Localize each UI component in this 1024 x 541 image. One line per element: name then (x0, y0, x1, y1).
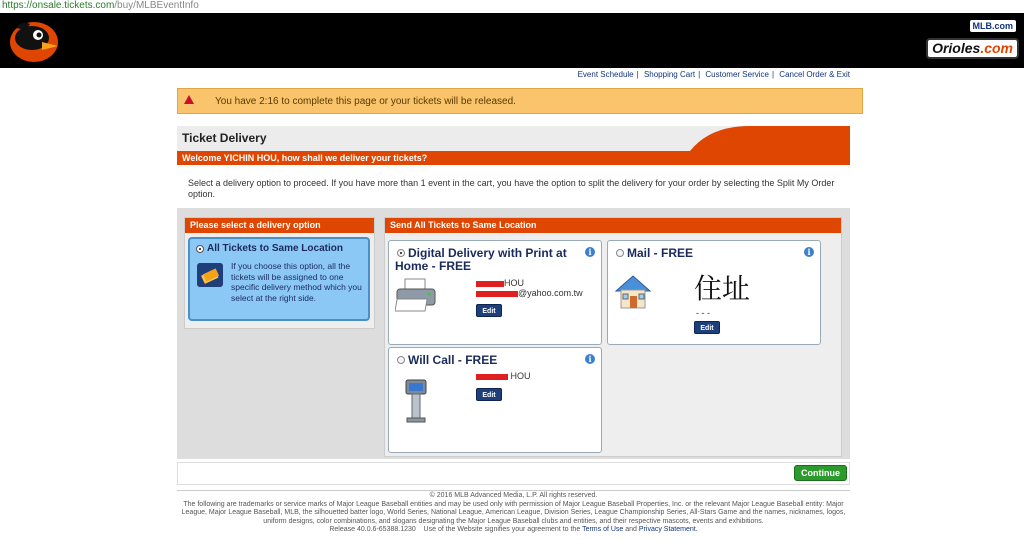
mail-title: Mail - FREE (627, 246, 694, 260)
nav-shopping-cart[interactable]: Shopping Cart (643, 70, 696, 79)
warning-icon (184, 95, 194, 104)
digital-delivery-title: Digital Delivery with Print at Home - FREE (395, 246, 567, 273)
info-icon[interactable]: i (804, 247, 814, 257)
timer-text: You have 2:16 to complete this page or your tickets will be released. (215, 96, 516, 107)
timer-warning (177, 88, 863, 114)
ticket-delivery-panel (177, 126, 850, 459)
orioles-bird-logo[interactable] (8, 18, 60, 64)
digital-name-line (476, 278, 524, 288)
will-call-card[interactable] (388, 347, 602, 453)
digital-email-line (476, 288, 583, 298)
info-icon[interactable]: i (585, 354, 595, 364)
delivery-option-column (184, 217, 375, 329)
same-location-title: All Tickets to Same Location (207, 243, 343, 254)
redaction-mark (476, 291, 518, 297)
top-nav: Event Schedule | Shopping Cart | Customer Service | Cancel Order & Exit (577, 70, 850, 79)
orioles-com-logo[interactable] (926, 38, 1019, 59)
house-icon (613, 273, 653, 311)
will-call-edit-button[interactable]: Edit (476, 388, 502, 401)
privacy-statement-link[interactable]: Privacy Statement. (638, 526, 698, 533)
footer-release: Release 40.0.6-65388.1230 (329, 526, 416, 533)
site-header (0, 13, 1024, 68)
kiosk-icon (401, 378, 431, 424)
mail-edit-button[interactable]: Edit (694, 321, 720, 334)
mail-dashes: - - - (696, 308, 710, 318)
mlb-logo[interactable]: MLB.com (970, 20, 1017, 32)
digital-edit-button[interactable]: Edit (476, 304, 502, 317)
redaction-mark (476, 281, 504, 287)
delivery-method-header: Send All Tickets to Same Location (385, 218, 841, 233)
continue-bar (177, 462, 850, 485)
tickets-icon (197, 263, 223, 287)
same-location-option[interactable] (188, 237, 370, 321)
intro-text: Select a delivery option to proceed. If you have more than 1 event in the cart, you have the option to split the delivery for your order by selecting the Split My Order option. (177, 165, 850, 209)
nav-customer-service[interactable]: Customer Service (705, 70, 769, 79)
url-host: https://onsale.tickets.com (2, 0, 115, 11)
digital-name-suffix: HOU (504, 278, 524, 288)
digital-delivery-card[interactable] (388, 240, 602, 345)
mail-address: 住址 (694, 272, 751, 305)
delivery-body (177, 209, 850, 459)
delivery-option-header: Please select a delivery option (185, 218, 374, 233)
will-call-name-suffix: HOU (510, 371, 531, 381)
page-title: Ticket Delivery (182, 131, 267, 145)
will-call-title: Will Call - FREE (408, 353, 498, 367)
footer-and: and (625, 526, 637, 533)
panel-header (177, 126, 850, 151)
orioles-logo-main: Orioles (932, 40, 981, 56)
address-bar[interactable] (0, 0, 1024, 13)
orioles-logo-suffix: .com (980, 40, 1013, 56)
delivery-method-area (384, 217, 842, 457)
footer-legal: The following are trademarks or service marks of Major League Baseball entities and may be used only with permission of Major League Baseball Properties, Inc. or the relevant Major League Baseball entity: Major League, Major League Baseball, MLB, the silhouetted batter logo, World Series, National League, American League, Division Series, League Championship Series, All-Stars Game and the names, nicknames, logos, uniform designs, color combinations, and slogans designating the Major League Baseball clubs and entities, and their respective mascots, events and exhibitions. (181, 500, 846, 525)
footer-release-line (177, 526, 850, 535)
printer-icon (395, 277, 439, 313)
terms-of-use-link[interactable]: Terms of Use (582, 526, 624, 533)
will-call-radio[interactable] (397, 356, 405, 364)
info-icon[interactable]: i (585, 247, 595, 257)
mail-radio[interactable] (616, 249, 624, 257)
footer (177, 490, 850, 535)
mail-card[interactable] (607, 240, 821, 345)
digital-email-suffix: @yahoo.com.tw (518, 288, 583, 298)
welcome-banner: Welcome YICHIN HOU, how shall we deliver your tickets? (177, 151, 850, 165)
header-swoosh-decoration (690, 126, 850, 151)
footer-usage: Use of the Website signifies your agreement to the (423, 526, 581, 533)
same-location-radio[interactable] (196, 245, 204, 253)
redaction-mark (476, 374, 508, 380)
nav-event-schedule[interactable]: Event Schedule (577, 70, 634, 79)
continue-button[interactable]: Continue (794, 465, 847, 481)
will-call-name-line (476, 371, 531, 381)
url-path: /buy/MLBEventInfo (114, 0, 199, 11)
footer-copyright: © 2016 MLB Advanced Media, L.P. All rights reserved. (429, 492, 598, 499)
same-location-description: If you choose this option, all the tickets will be assigned to one specific delivery method which you select at the right side. (231, 261, 362, 303)
nav-cancel-order[interactable]: Cancel Order & Exit (779, 70, 850, 79)
